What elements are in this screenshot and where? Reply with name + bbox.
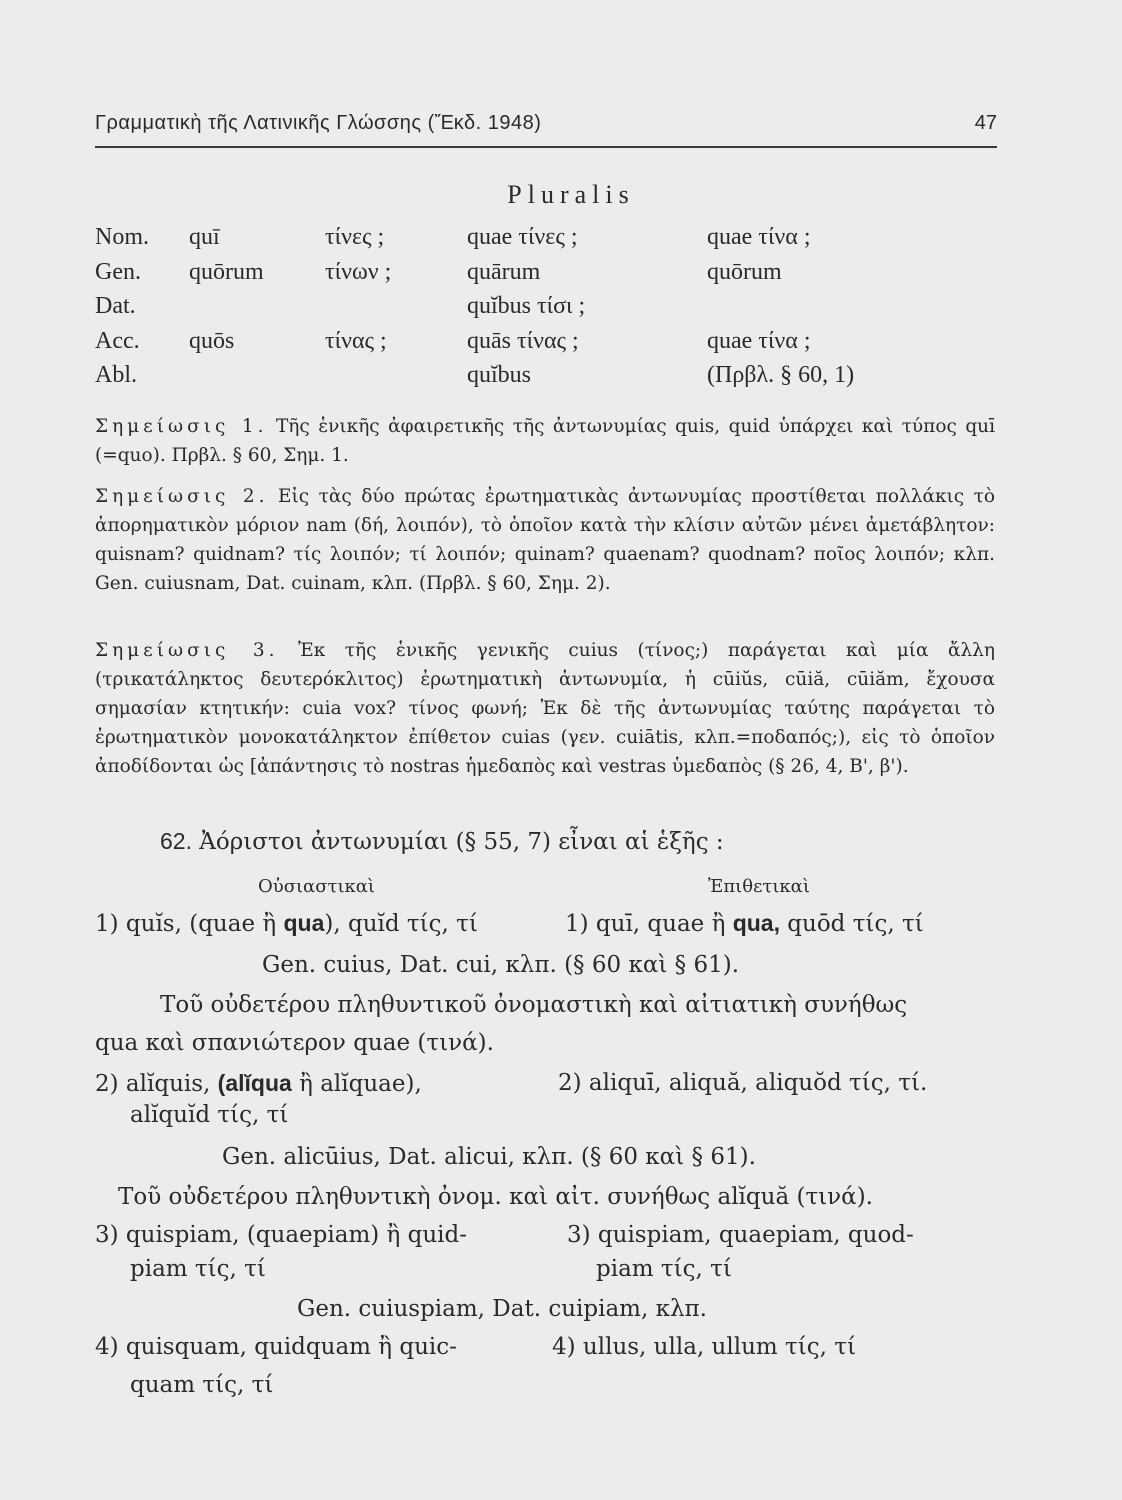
section-62-heading (160, 828, 724, 855)
section-number: 62. (160, 828, 192, 854)
neut-form: quae τίνα ; (707, 327, 811, 354)
case-label: Gen. (95, 258, 141, 285)
item-3-left-cont: piam τίς, τί (130, 1256, 266, 1282)
item-1-right: 1) quī, quae ἢ qua, quōd τίς, τί (565, 910, 924, 937)
neuter-note-1b: qua καὶ σπανιώτερον quae (τινά). (95, 1030, 494, 1056)
note-label: Σημείωσις 1. (95, 416, 268, 437)
item-3-right: 3) quispiam, quaepiam, quod- (567, 1222, 914, 1248)
item-2-left-cont: alĭquĭd τίς, τί (130, 1102, 289, 1128)
note-3 (95, 636, 995, 781)
note-2 (95, 482, 995, 598)
note-text: Εἰς τὰς δύο πρώτας ἐρωτηματικὰς ἀντωνυμίας προστίθεται πολλάκις τὸ ἀπορηματικὸν μόριον nam (δή, λοιπόν), τὸ ὁποῖον κατὰ τὴν κλίσιν αὐτῶν μένει ἀμετάβλητον: quisnam? quidnam? τίς λοιπόν; τί λοιπόν; quinam? quaenam? quodnam? ποῖος λοιπόν; κλπ. Gen. cuiusnam, Dat. cuinam, κλπ. (Πρβλ. § 60, Σημ. 2). (95, 486, 995, 594)
item-4-left-cont: quam τίς, τί (130, 1372, 274, 1398)
item-4-right: 4) ullus, ulla, ullum τίς, τί (552, 1334, 856, 1360)
section-title: Ἀόριστοι ἀντωνυμίαι (§ 55, 7) εἶναι αἱ ἑξῆς : (199, 829, 724, 855)
fem-form: quārum (467, 258, 541, 285)
case-label: Nom. (95, 224, 149, 250)
item-1-left: 1) quĭs, (quae ἢ qua), quĭd τίς, τί (95, 910, 478, 937)
masc-form: quōs (189, 327, 235, 354)
masc-greek: τίνων ; (325, 258, 392, 285)
pluralis-heading: Pluralis (507, 180, 635, 209)
note-text: Ἐκ τῆς ἑνικῆς γενικῆς cuius (τίνος;) παράγεται καὶ μία ἄλλη (τρικατάληκτος δευτερόκλιτος) ἐρωτηματικὴ ἀντωνυμία, ἡ cūiŭs, cūiă, cūiăm, ἔχουσα σημασίαν κτητικήν: cuia vox? τίνος φωνή; Ἐκ δὲ τῆς ἀντωνυμίας ταύτης παράγεται τὸ ἐρωτηματικὸν μονοκατάληκτον ἐπίθετον cuias (γεν. cuiātis, κλπ.=ποδαπός;), εἰς τὸ ὁποῖον ἀποδίδονται ὡς [ἀπάντησις τὸ nostras ἡμεδαπὸς καὶ vestras ὑμεδαπὸς (§ 26, 4, Β', β'). (95, 640, 995, 777)
neut-form: quae τίνα ; (707, 224, 811, 250)
note-label: Σημείωσις 3. (95, 640, 279, 661)
fem-form: quae τίνες ; (467, 224, 578, 250)
case-label: Dat. (95, 293, 136, 319)
masc-form: quōrum (189, 258, 264, 285)
item-3-right-cont: piam τίς, τί (596, 1256, 732, 1282)
masc-greek: τίνας ; (325, 327, 387, 354)
column-head-substantive: Οὐσιαστικαὶ (258, 876, 375, 897)
masc-greek: τίνες ; (325, 224, 385, 250)
page-number: 47 (974, 112, 997, 134)
note-label: Σημείωσις 2. (95, 486, 269, 507)
note-1 (95, 412, 995, 470)
gen-line-3: Gen. cuiuspiam, Dat. cuipiam, κλπ. (297, 1296, 707, 1322)
case-label: Abl. (95, 362, 137, 388)
neuter-note-1a: Τοῦ οὐδετέρου πληθυντικοῦ ὀνομαστικὴ καὶ αἰτιατικὴ συνήθως (160, 992, 908, 1018)
item-2-left: 2) alĭquis, (alĭqua ἢ alĭquae), (95, 1070, 422, 1097)
item-2-right: 2) aliquī, aliquă, aliquŏd τίς, τί. (558, 1070, 928, 1096)
case-label: Acc. (95, 327, 140, 354)
fem-form: quās τίνας ; (467, 327, 579, 354)
fem-form: quĭbus (467, 362, 532, 388)
item-3-left: 3) quispiam, (quaepiam) ἢ quid- (95, 1222, 468, 1248)
item-4-left: 4) quisquam, quidquam ἢ quic- (95, 1334, 457, 1360)
neuter-note-2: Τοῦ οὐδετέρου πληθυντικὴ ὀνομ. καὶ αἰτ. συνήθως alĭquă (τινά). (118, 1184, 873, 1210)
note-text: Τῆς ἑνικῆς ἀφαιρετικῆς τῆς ἀντωνυμίας quis, quid ὑπάρχει καὶ τύπος quī (=quo). Πρβλ. § 60, Σημ. 1. (95, 416, 995, 466)
running-header (95, 112, 997, 148)
gen-line-1: Gen. cuius, Dat. cui, κλπ. (§ 60 καὶ § 61). (262, 952, 740, 978)
gen-line-2: Gen. alicūius, Dat. alicui, κλπ. (§ 60 καὶ § 61). (222, 1144, 756, 1170)
header-title: Γραμματικὴ τῆς Λατινικῆς Γλώσσης (Ἔκδ. 1948) (95, 112, 542, 134)
column-head-adjectival: Ἐπιθετικαὶ (708, 876, 810, 897)
masc-form: quī (189, 224, 220, 250)
fem-form: quĭbus τίσι ; (467, 293, 586, 319)
neut-form: quōrum (707, 258, 782, 285)
neut-form: (Πρβλ. § 60, 1) (707, 362, 855, 388)
